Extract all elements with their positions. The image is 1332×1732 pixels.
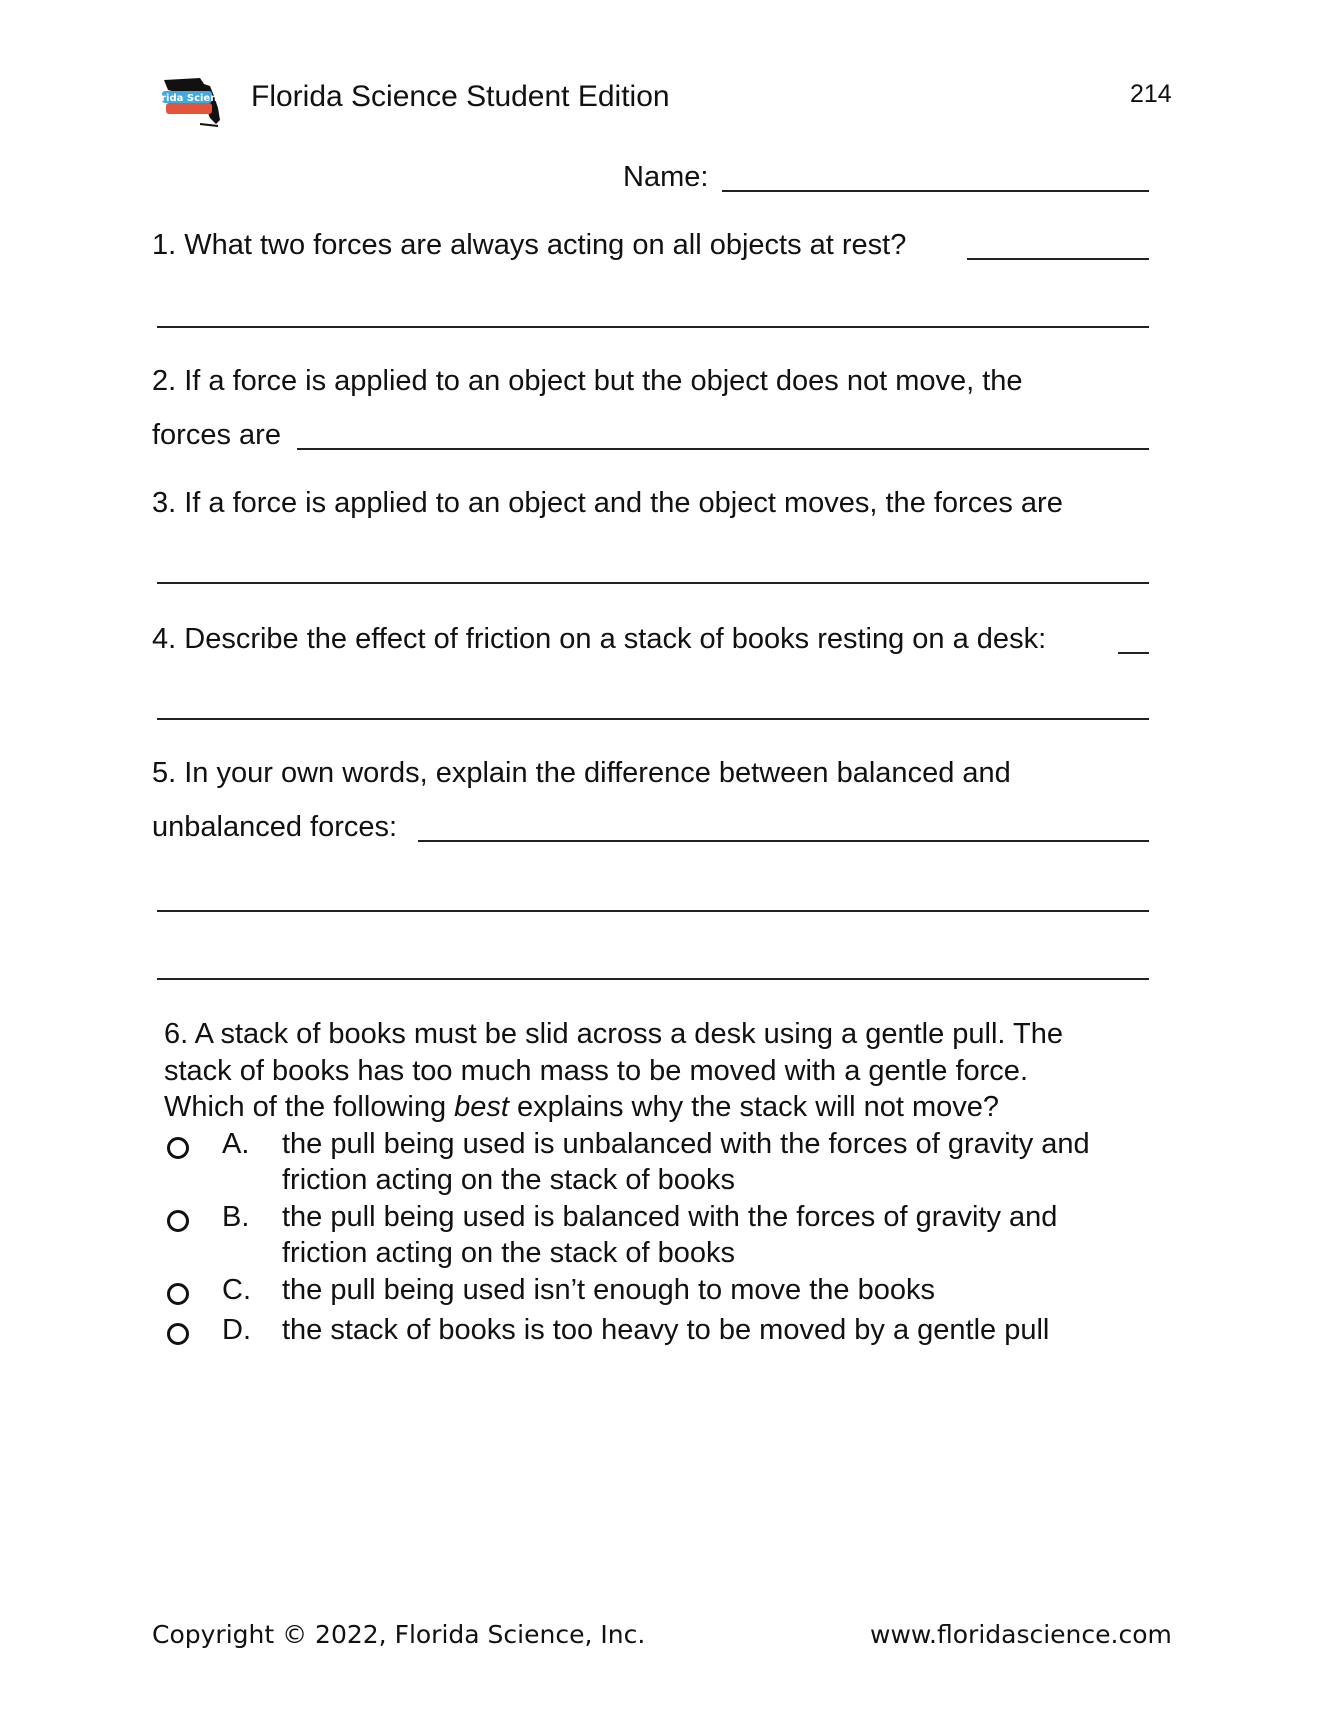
option-d-letter: D. [222,1314,251,1346]
name-answer-line[interactable] [722,190,1149,192]
question-5-line-2: unbalanced forces: [152,811,398,843]
question-3-text: If a force is applied to an object and the object moves, the forces are [184,487,1063,519]
question-5-number: 5. [152,757,177,789]
option-a-text-line-2: friction acting on the stack of books [282,1164,735,1196]
question-5-answer-line-b[interactable] [157,910,1149,912]
question-2-line-1 [152,364,1023,398]
question-1-answer-line-a[interactable] [967,258,1149,260]
option-c[interactable] [164,1272,1164,1309]
question-6-stem-line-2: stack of books has too much mass to be moved with a gentle force. [164,1054,1028,1087]
question-5-answer-line-c[interactable] [157,978,1149,980]
page-number: 214 [1130,80,1172,108]
question-4-text: Describe the effect of friction on a stack of books resting on a desk: [184,623,1047,655]
question-3-number: 3. [152,487,177,519]
name-label: Name: [623,161,709,193]
option-b-radio[interactable] [167,1210,189,1232]
option-b-text-line-2: friction acting on the stack of books [282,1237,735,1269]
question-3-answer-line[interactable] [157,582,1149,584]
footer-copyright: Copyright © 2022, Florida Science, Inc. [152,1620,646,1649]
option-a[interactable] [164,1126,1164,1199]
option-b[interactable] [164,1199,1164,1272]
question-3 [152,486,1063,520]
option-d-radio[interactable] [167,1323,189,1345]
question-6 [164,1016,1164,1349]
question-1 [152,228,906,262]
florida-science-logo [143,74,231,128]
question-2-text: If a force is applied to an object but the object does not move, the [184,365,1023,397]
question-5-line-1 [152,756,1011,790]
question-2-answer-line[interactable] [297,448,1149,450]
header-title: Florida Science Student Edition [251,80,670,113]
question-2-line-2: forces are [152,419,281,451]
option-b-letter: B. [222,1200,250,1233]
option-d[interactable] [164,1312,1164,1349]
option-a-letter: A. [222,1127,250,1160]
question-4 [152,622,1046,656]
option-c-text: the pull being used isn’t enough to move the books [282,1273,935,1306]
logo-text: Florida Science [143,93,231,104]
question-4-answer-line-b[interactable] [157,718,1149,720]
question-5-answer-line-a[interactable] [418,840,1149,842]
option-d-text: the stack of books is too heavy to be moved by a gentle pull [282,1314,1050,1346]
option-a-radio[interactable] [167,1137,189,1159]
question-4-answer-line-a[interactable] [1118,652,1149,654]
option-c-radio[interactable] [167,1283,189,1305]
option-b-text-line-1: the pull being used is balanced with the forces of gravity and [282,1200,1058,1233]
option-c-letter: C. [222,1273,251,1306]
question-6-stem-line-1: 6. A stack of books must be slid across a desk using a gentle pull. The [164,1018,1063,1050]
question-6-stem-line-3: Which of the following best explains why the stack will not move? [164,1091,999,1123]
question-5-text: In your own words, explain the difference between balanced and [184,757,1011,789]
question-1-answer-line-b[interactable] [157,326,1149,328]
question-4-number: 4. [152,623,177,655]
option-a-text-line-1: the pull being used is unbalanced with the forces of gravity and [282,1127,1090,1160]
footer-website[interactable]: www.floridascience.com [870,1620,1172,1649]
question-2-number: 2. [152,365,177,397]
question-1-text: What two forces are always acting on all objects at rest? [184,229,907,261]
question-1-number: 1. [152,229,177,261]
